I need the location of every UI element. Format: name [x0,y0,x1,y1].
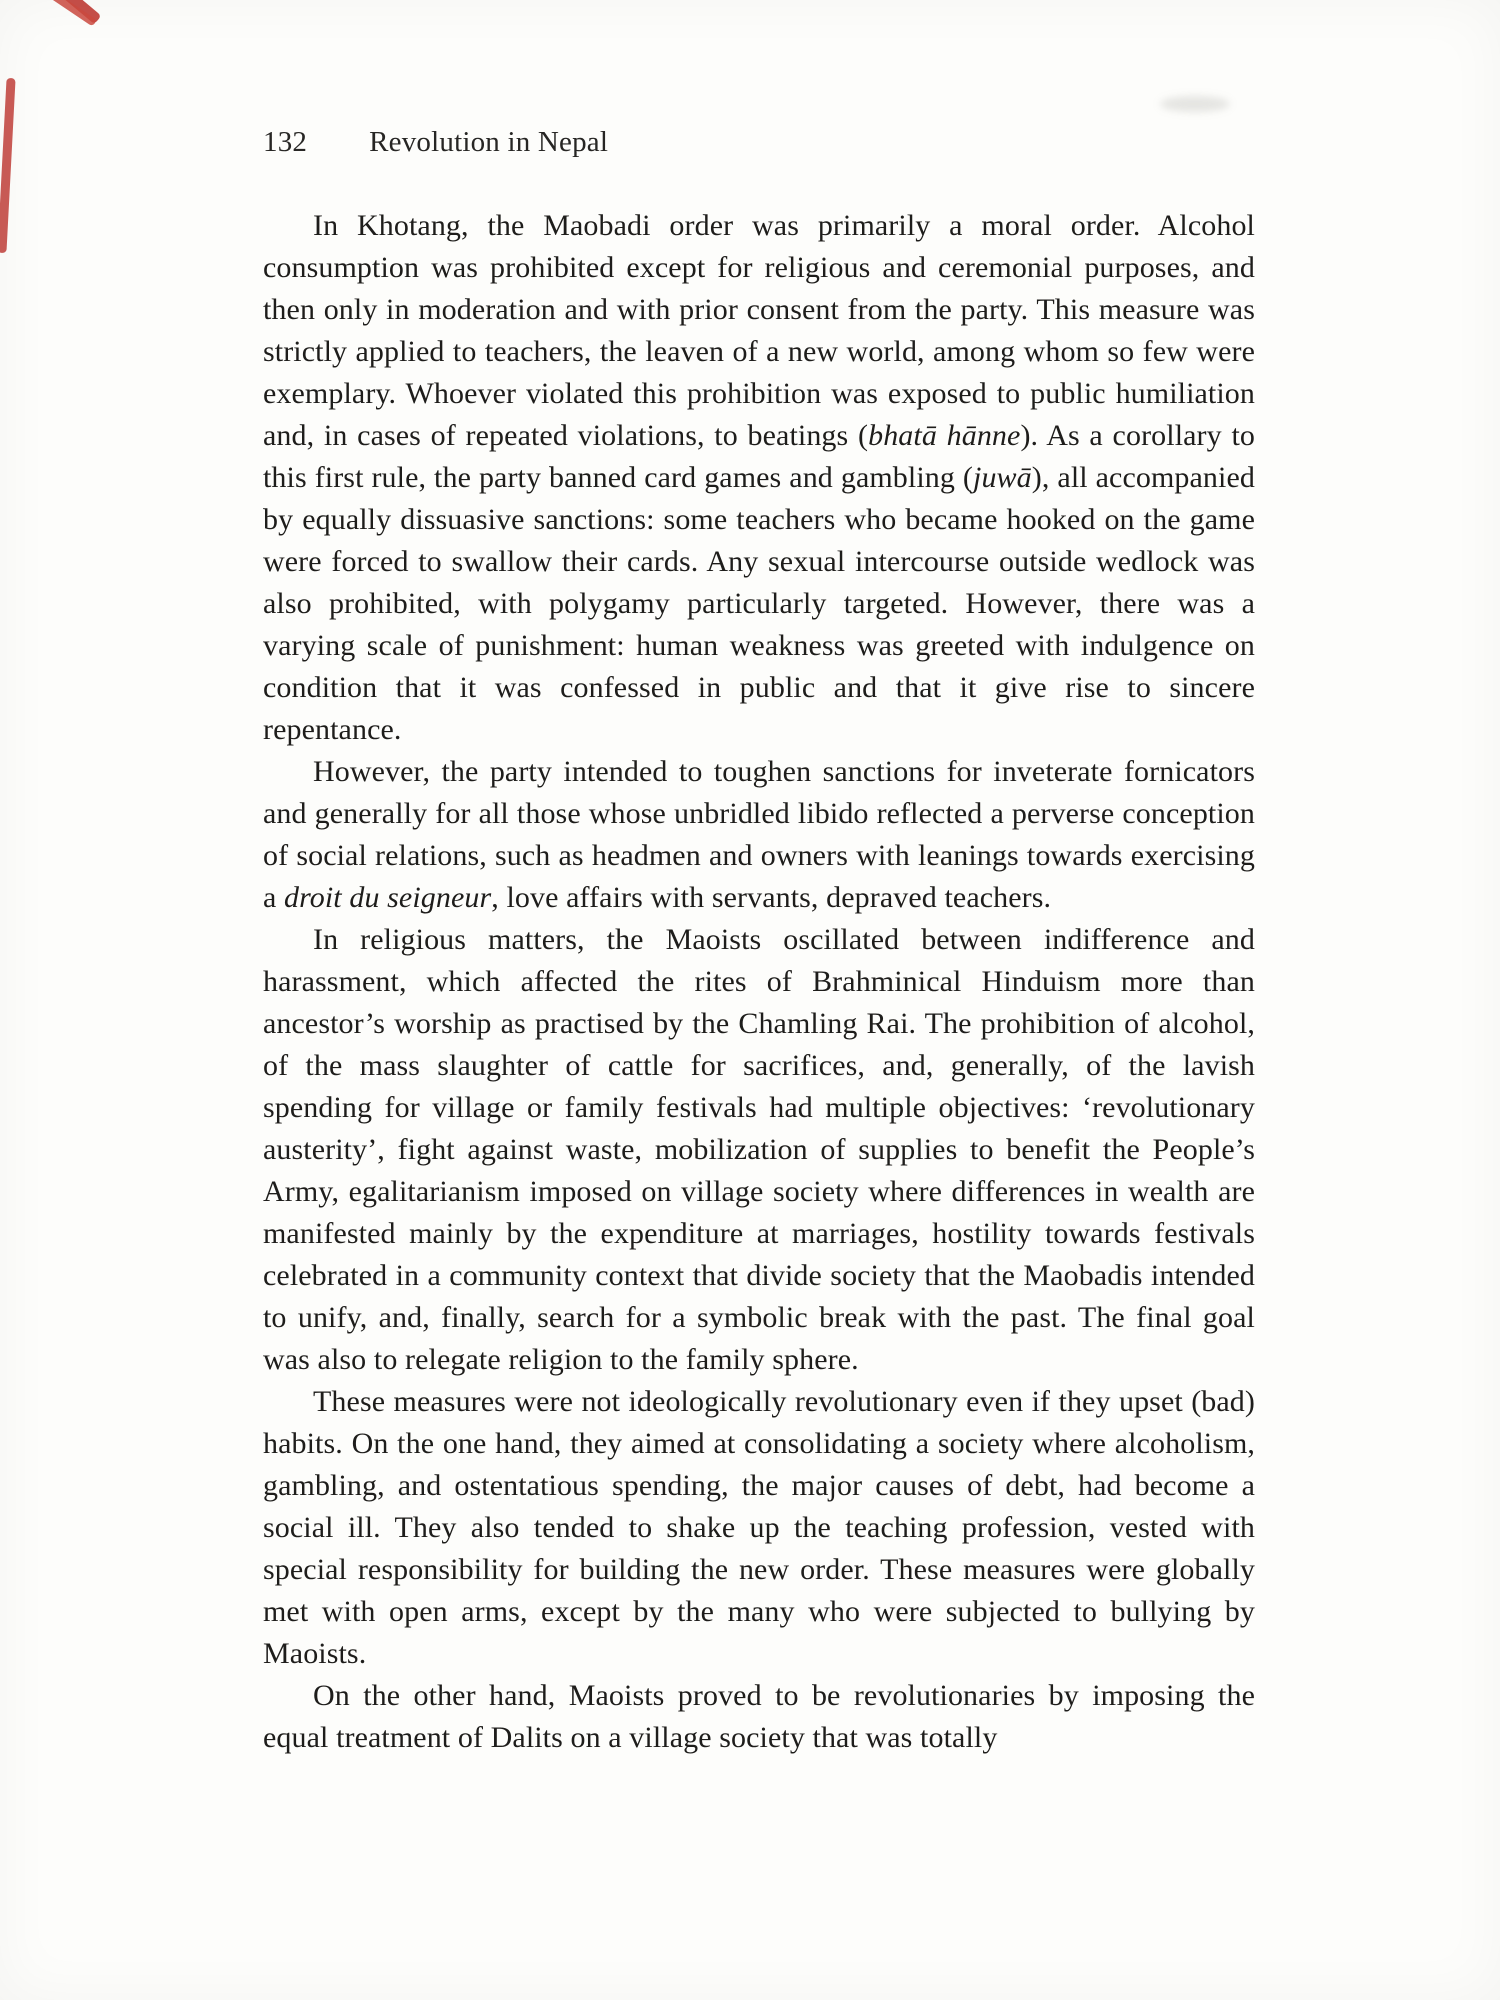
paragraph-2-text: , love affairs with servants, depraved teachers. [491,881,1052,914]
scan-smudge [1160,96,1230,112]
red-pen-mark-corner [22,0,102,24]
page-header [263,126,1252,159]
page-body [263,205,1255,1759]
paragraph-2 [263,751,1255,919]
paragraph-2-italic-droit-du-seigneur: droit du seigneur [284,881,492,914]
page-number: 132 [263,126,308,158]
paragraph-1-italic-bhata-hanne: bhatā hānne [868,419,1021,452]
paragraph-1-italic-juwa: juwā [973,461,1032,494]
paragraph-4 [263,1381,1255,1675]
paragraph-1-text: ), all accompanied by equally dissuasive sanctions: some teachers who became hooked on the game were forced to swallow their cards. Any sexual intercourse outside wedlock was also prohibited, with polygamy particularly targeted. However, there was a varying scale of punishment: human weakness was greeted with indulgence on condition that it was confessed in public and that it give rise to sincere repentance. [263,461,1255,746]
running-title: Revolution in Nepal [369,126,609,158]
paragraph-4-text: These measures were not ideologically revolutionary even if they upset (bad) habits. On the one hand, they aimed at consolidating a society where alcoholism, gambling, and ostentatious spending, the major causes of debt, had become a social ill. They also tended to shake up the teaching profession, vested with special responsibility for building the new order. These measures were globally met with open arms, except by the many who were subjected to bullying by Maoists. [263,1385,1255,1670]
red-pen-mark-edge [0,78,16,253]
paragraph-2-text: However, the party intended to toughen sanctions for inveterate fornicators and generally for all those whose unbridled libido reflected a perverse conception of social relations, such as headmen and owners with leanings towards exercising a [263,755,1255,914]
paragraph-5-text: On the other hand, Maoists proved to be revolutionaries by imposing the equal treatment of Dalits on a village society that was totally [263,1679,1255,1754]
paragraph-5 [263,1675,1255,1759]
paragraph-1 [263,205,1255,751]
paragraph-3-text: In religious matters, the Maoists oscillated between indifference and harassment, which affected the rites of Brahminical Hinduism more than ancestor’s worship as practised by the Chamling Rai. The prohibition of alcohol, of the mass slaughter of cattle for sacrifices, and, generally, of the lavish spending for village or family festivals had multiple objectives: ‘revolutionary austerity’, fight against waste, mobilization of supplies to benefit the People’s Army, egalitarianism imposed on village society where differences in wealth are manifested mainly by the expenditure at marriages, hostility towards festivals celebrated in a community context that divide society that the Maobadis intended to unify, and, finally, search for a symbolic break with the past. The final goal was also to relegate religion to the family sphere. [263,923,1255,1376]
red-pen-mark-corner-2 [41,0,97,27]
paragraph-3 [263,919,1255,1381]
paragraph-1-text: ). As a corollary to this first rule, the party banned card games and gambling ( [263,419,1255,494]
paragraph-1-text: In Khotang, the Maobadi order was primarily a moral order. Alcohol consumption was prohibited except for religious and ceremonial purposes, and then only in moderation and with prior consent from the party. This measure was strictly applied to teachers, the leaven of a new world, among whom so few were exemplary. Whoever violated this prohibition was exposed to public humiliation and, in cases of repeated violations, to beatings ( [263,209,1255,452]
